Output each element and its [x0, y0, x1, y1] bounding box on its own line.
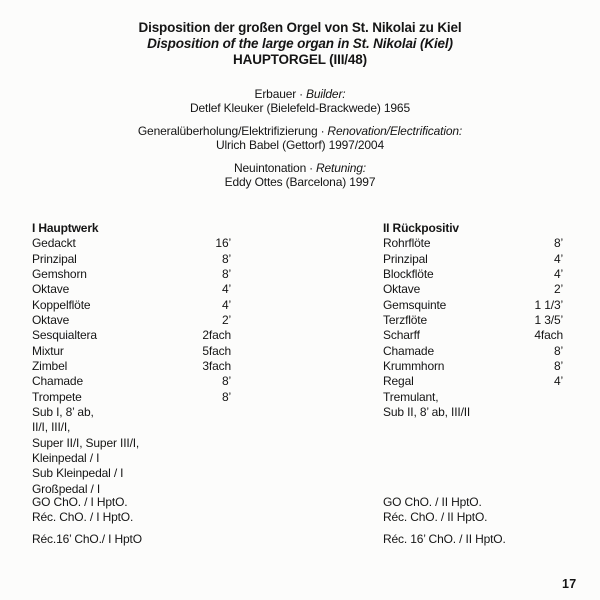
credit-builder [0, 88, 600, 115]
stop-pitch: 2’ [553, 282, 563, 297]
stop-row [32, 298, 231, 313]
credits-section [0, 88, 600, 199]
stop-pitch: 4’ [553, 251, 563, 266]
stop-name: Gemshorn [32, 266, 87, 281]
coupler-line: Réc.16’ ChO./ I HptO [32, 531, 142, 546]
coupler-line: Réc. 16’ ChO. / II HptO. [383, 531, 506, 546]
stop-row [32, 282, 231, 297]
division-heading: I Hauptwerk [32, 221, 99, 235]
stop-name: Zimbel [32, 358, 68, 373]
division-hauptwerk [32, 221, 231, 497]
stop-pitch: 16’ [215, 236, 231, 251]
stop-name: Sesquialtera [32, 328, 97, 343]
credit-label-german: Neuintonation [234, 161, 307, 175]
coupler-line: Réc. ChO. / I HptO. [32, 510, 134, 525]
stop-row [32, 236, 231, 251]
stop-pitch: 2’ [221, 312, 231, 327]
stop-pitch: 8’ [221, 251, 231, 266]
stop-name: Rohrflöte [383, 236, 431, 251]
coupler-note: Kleinpedal / I [32, 450, 100, 465]
stop-row [32, 344, 231, 359]
coupler-note: Sub II, 8’ ab, III/II [383, 404, 471, 419]
credit-renovation [0, 125, 600, 152]
stop-name: Oktave [32, 312, 70, 327]
stop-row [383, 313, 563, 328]
stop-row [383, 252, 563, 267]
stop-row [32, 390, 231, 405]
stop-name: Gemsquinte [383, 297, 447, 312]
stop-name: Prinzipal [383, 251, 428, 266]
stop-pitch: 4’ [221, 282, 231, 297]
credit-retuning-detail: Eddy Ottes (Barcelona) 1997 [224, 174, 376, 189]
label-separator: · [299, 87, 303, 101]
stop-pitch: 8’ [221, 389, 231, 404]
credit-retuning [0, 162, 600, 189]
page-number: 17 [562, 577, 577, 591]
document-header [0, 20, 600, 68]
stop-pitch: 8’ [221, 374, 231, 389]
title-organ-spec: HAUPTORGEL (III/48) [233, 52, 367, 67]
credit-renovation-detail: Ulrich Babel (Gettorf) 1997/2004 [216, 137, 384, 152]
credit-renovation-label [0, 125, 600, 139]
stop-pitch: 8’ [553, 358, 563, 373]
coupler-line: GO ChO. / I HptO. [32, 495, 128, 509]
stop-pitch: 1 1/3’ [534, 297, 563, 312]
division-rueckpositiv [383, 221, 563, 420]
coupler-note: Super II/I, Super III/I, [32, 435, 140, 450]
coupler-note: II/I, III/I, [32, 420, 71, 435]
stop-row [383, 282, 563, 297]
coupler-note: Sub Kleinpedal / I [32, 466, 124, 481]
stop-row [383, 374, 563, 389]
credit-label-german: Generalüberholung/Elektrifizierung [137, 124, 318, 138]
stop-row [32, 359, 231, 374]
stop-name: Prinzipal [32, 251, 77, 266]
stop-row [383, 298, 563, 313]
stop-row [383, 344, 563, 359]
stop-pitch: 4’ [553, 266, 563, 281]
couplers-rueckpositiv [383, 495, 506, 547]
credit-label-english: Builder: [306, 87, 346, 101]
label-separator: · [309, 161, 313, 175]
stop-name: Trompete [32, 389, 82, 404]
coupler-note: Großpedal / I [32, 481, 101, 496]
coupler-line: GO ChO. / II HptO. [383, 495, 482, 509]
label-separator: · [320, 124, 325, 138]
stop-row [383, 236, 563, 251]
stop-name: Mixtur [32, 343, 64, 358]
division-heading: II Rückpositiv [383, 221, 459, 235]
stop-row [32, 267, 231, 282]
stop-name: Blockflöte [383, 266, 434, 281]
title-english: Disposition of the large organ in St. Nikolai (Kiel) [147, 36, 453, 51]
stop-pitch: 3fach [202, 358, 231, 373]
stop-name: Koppelflöte [32, 297, 91, 312]
stop-row [383, 328, 563, 343]
stop-name: Krummhorn [383, 358, 445, 373]
stop-row [383, 267, 563, 282]
credit-label-english: Retuning: [315, 161, 366, 175]
tremulant-note: Tremulant, [383, 389, 439, 404]
credit-label-german: Erbauer [254, 87, 297, 101]
credit-label-english: Renovation/Electrification: [327, 124, 463, 138]
stop-pitch: 4fach [534, 328, 563, 343]
stop-name: Chamade [383, 343, 434, 358]
coupler-note: Sub I, 8’ ab, [32, 404, 94, 419]
stop-name: Regal [383, 374, 414, 389]
couplers-hauptwerk [32, 495, 142, 547]
stop-name: Gedackt [32, 236, 76, 251]
credit-builder-detail: Detlef Kleuker (Bielefeld-Brackwede) 1965 [190, 100, 410, 115]
stop-name: Oktave [383, 282, 421, 297]
credit-builder-label [0, 88, 600, 102]
credit-retuning-label [0, 162, 600, 176]
stop-row [32, 374, 231, 389]
stop-row [383, 359, 563, 374]
stop-pitch: 8’ [221, 266, 231, 281]
stop-pitch: 8’ [553, 236, 563, 251]
stop-pitch: 2fach [202, 328, 231, 343]
coupler-line: Réc. ChO. / II HptO. [383, 510, 488, 525]
stop-pitch: 5fach [202, 343, 231, 358]
stop-pitch: 1 3/5’ [534, 312, 563, 327]
stop-name: Oktave [32, 282, 70, 297]
title-german: Disposition der großen Orgel von St. Nikolai zu Kiel [138, 20, 462, 35]
stop-name: Terzflöte [383, 312, 428, 327]
stop-row [32, 313, 231, 328]
stop-pitch: 4’ [221, 297, 231, 312]
stop-name: Chamade [32, 374, 83, 389]
stop-row [32, 252, 231, 267]
stop-pitch: 4’ [553, 374, 563, 389]
stop-pitch: 8’ [553, 343, 563, 358]
stop-row [32, 328, 231, 343]
stop-name: Scharff [383, 328, 420, 343]
